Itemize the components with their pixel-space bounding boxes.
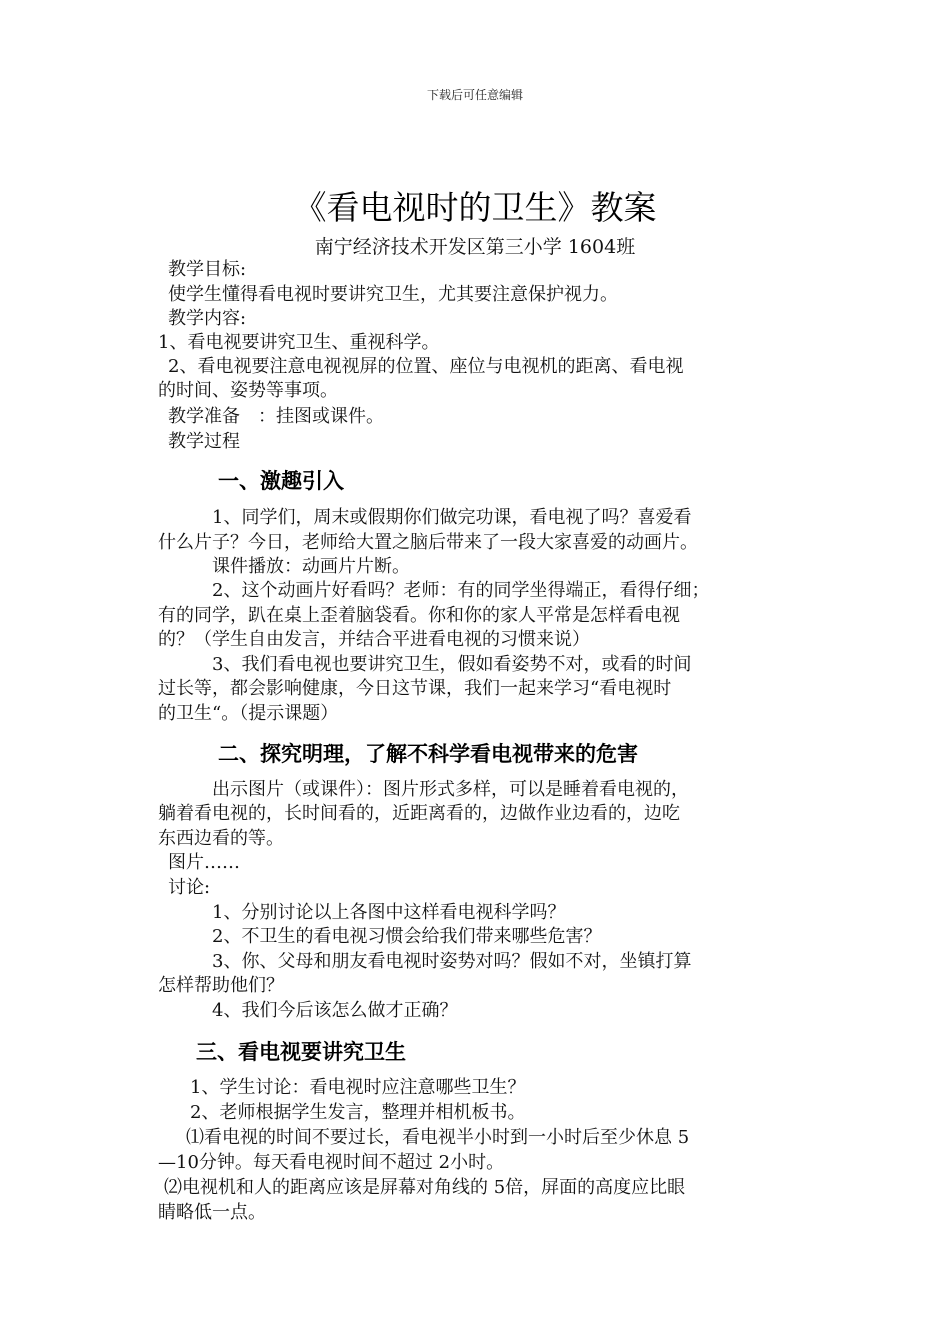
- section2-heading: 二、探究明理，了解不科学看电视带来的危害: [218, 742, 638, 766]
- content-item-1: 1、看电视要讲究卫生、重视科学。: [158, 332, 440, 353]
- goal-text: 使学生懂得看电视时要讲究卫生，尤其要注意保护视力。: [168, 284, 618, 305]
- section1-p2: 课件播放：动画片片断。: [212, 556, 410, 577]
- section3-p3-line1: ⑴看电视的时间不要过长，看电视半小时到一小时后至少休息 5: [186, 1127, 690, 1148]
- section2-p1-line1: 出示图片（或课件）：图片形式多样，可以是睡着看电视的，: [212, 779, 689, 800]
- section3-p2: 2、老师根据学生发言，整理并相机板书。: [190, 1102, 526, 1123]
- section1-p3-line1: 2、这个动画片好看吗？老师：有的同学坐得端正，看得仔细；: [212, 580, 710, 601]
- goal-label: 教学目标:: [168, 259, 247, 280]
- section1-p4-line1: 3、我们看电视也要讲究卫生，假如看姿势不对，或看的时间: [212, 654, 692, 675]
- prep-line: 教学准备 ：挂图或课件。: [168, 406, 384, 427]
- discuss-label: 讨论:: [168, 877, 211, 898]
- document-title: 《看电视时的卫生》教案: [293, 188, 657, 227]
- section1-p3-line3: 的？（学生自由发言，并结合平进看电视的习惯来说）: [158, 629, 590, 650]
- section3-p3-line2: —10分钟。每天看电视时间不超过 2小时。: [158, 1152, 505, 1173]
- section3-heading: 三、看电视要讲究卫生: [196, 1040, 406, 1064]
- section1-p1-line1: 1、同学们，周末或假期你们做完功课，看电视了吗？喜爱看: [212, 507, 692, 528]
- question-3-line1: 3、你、父母和朋友看电视时姿势对吗？假如不对，坐镇打算: [212, 951, 692, 972]
- section1-p4-line2: 过长等，都会影响健康，今日这节课，我们一起来学习“看电视时: [158, 678, 672, 699]
- section2-pics: 图片……: [168, 852, 240, 873]
- header-note: 下载后可任意编辑: [426, 88, 523, 102]
- content-item-2-line1: 2、看电视要注意电视视屏的位置、座位与电视机的距离、看电视: [168, 356, 684, 377]
- question-4: 4、我们今后该怎么做才正确？: [212, 1000, 458, 1021]
- content-item-2-line2: 的时间、姿势等事项。: [158, 380, 338, 401]
- question-3-line2: 怎样帮助他们？: [158, 975, 284, 996]
- section1-heading: 一、激趣引入: [218, 469, 344, 493]
- section3-p4-line2: 睛略低一点。: [158, 1202, 266, 1223]
- process-label: 教学过程: [168, 431, 240, 452]
- section2-p1-line2: 躺着看电视的，长时间看的，近距离看的，边做作业边看的，边吃: [158, 803, 680, 824]
- section3-p4-line1: ⑵电视机和人的距离应该是屏幕对角线的 5倍，屏面的高度应比眼: [164, 1177, 686, 1198]
- section2-p1-line3: 东西边看的等。: [158, 828, 284, 849]
- content-label: 教学内容:: [168, 308, 247, 329]
- question-2: 2、不卫生的看电视习惯会给我们带来哪些危害？: [212, 926, 602, 947]
- question-1: 1、分别讨论以上各图中这样看电视科学吗？: [212, 902, 566, 923]
- school-line: 南宁经济技术开发区第三小学 1604班: [314, 236, 636, 258]
- section3-p1: 1、学生讨论：看电视时应注意哪些卫生？: [190, 1077, 526, 1098]
- section1-p3-line2: 有的同学，趴在桌上歪着脑袋看。你和你的家人平常是怎样看电视: [158, 605, 680, 626]
- section1-p1-line2: 什么片子？今日，老师给大置之脑后带来了一段大家喜爱的动画片。: [158, 532, 698, 553]
- section1-p4-line3: 的卫生“。（提示课题）: [158, 703, 339, 724]
